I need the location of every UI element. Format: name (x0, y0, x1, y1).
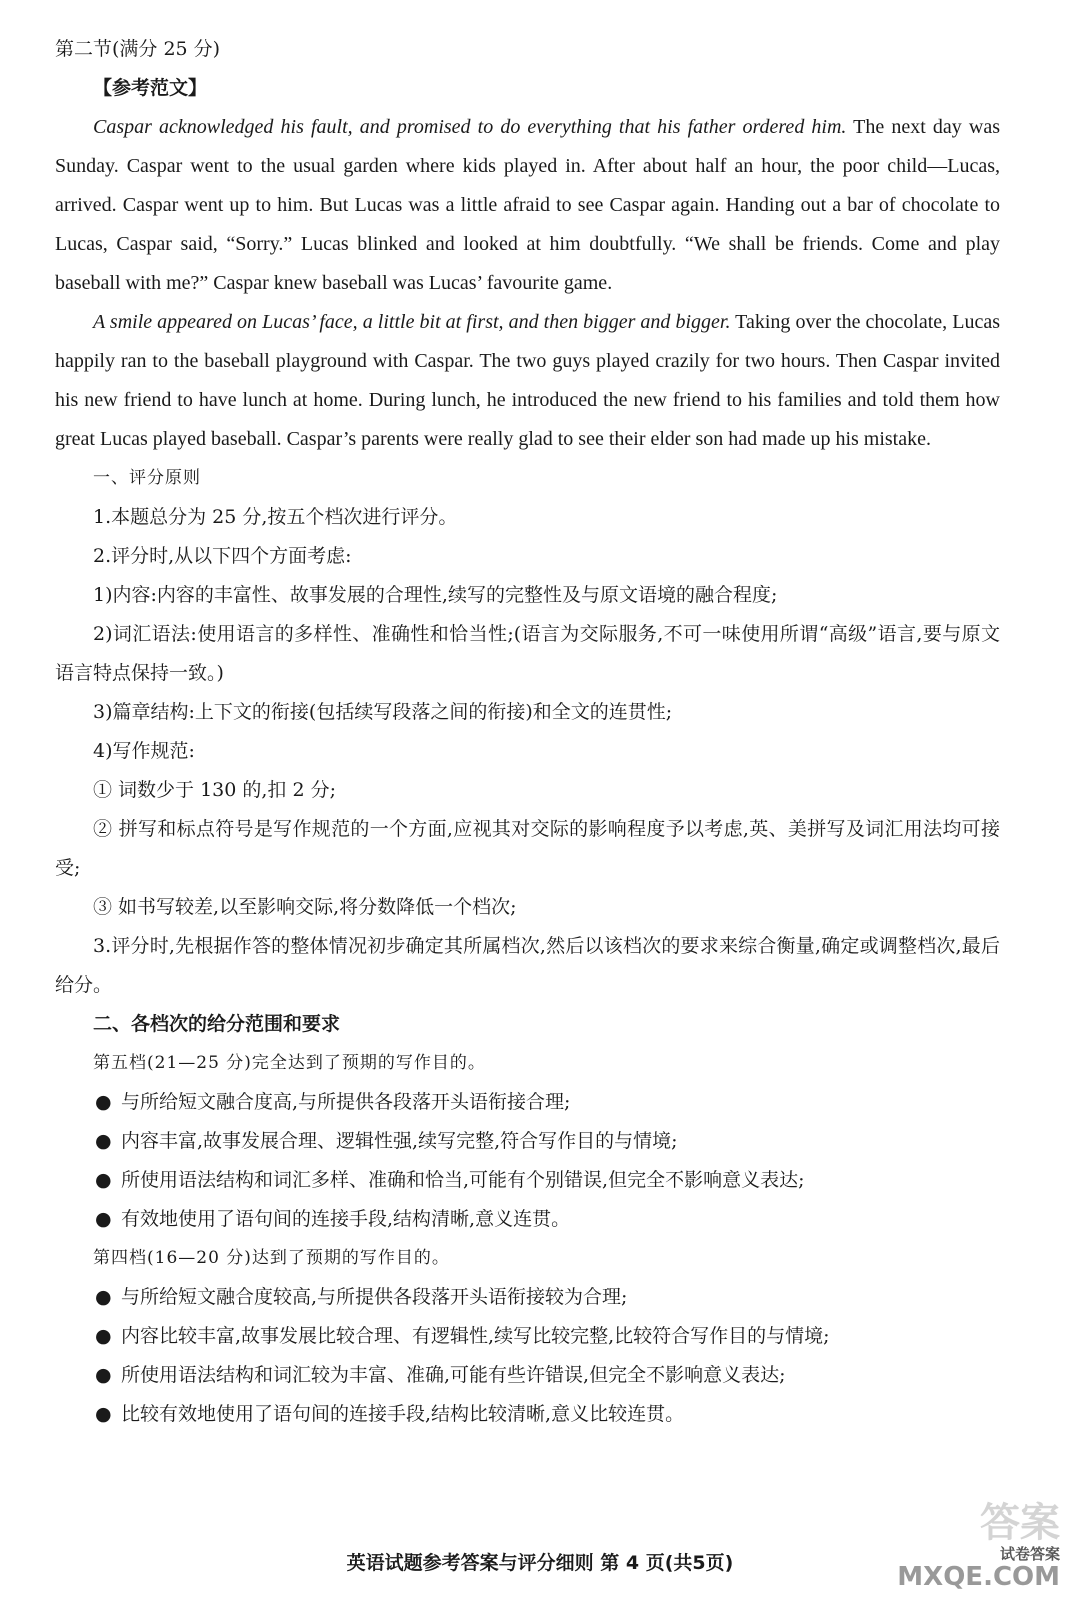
level-4-item: ● 比较有效地使用了语句间的连接手段,结构比较清晰,意义比较连贯。 (55, 1395, 1000, 1434)
principles-title: 一、评分原则 (93, 468, 201, 488)
levels-title: 二、各档次的给分范围和要求 (93, 1013, 341, 1035)
level-4-item: ● 与所给短文融合度较高,与所提供各段落开头语衔接较为合理; (55, 1278, 1000, 1317)
bullet-icon: ● (95, 1403, 112, 1425)
level-4-item: ● 内容比较丰富,故事发展比较合理、有逻辑性,续写比较完整,比较符合写作目的与情境; (55, 1317, 1000, 1356)
level-5-item: ● 所使用语法结构和词汇多样、准确和恰当,可能有个别错误,但完全不影响意义表达; (55, 1161, 1000, 1200)
principle-vocabulary: 2)词汇语法:使用语言的多样性、准确性和恰当性;(语言为交际服务,不可一味使用所谓“高级”语言,要与原文语言特点保持一致。) (55, 623, 1000, 684)
bullet-icon: ● (95, 1286, 112, 1308)
watermark-domain: MXQE.COM (897, 1562, 1060, 1592)
sample-paragraph-1 (55, 108, 1000, 303)
sample-paragraph-2 (55, 303, 1000, 459)
reference-label: 【参考范文】 (93, 77, 208, 99)
level-5-title: 第五档(21—25 分)完全达到了预期的写作目的。 (93, 1053, 486, 1073)
paragraph-1-opening: Caspar acknowledged his fault, and promised to do everything that his father ordered him. (93, 116, 847, 138)
principle-content: 1)内容:内容的丰富性、故事发展的合理性,续写的完整性及与原文语境的融合程度; (93, 584, 778, 606)
principle-1: 1.本题总分为 25 分,按五个档次进行评分。 (93, 506, 458, 528)
watermark-text: 答案 (980, 1500, 1060, 1546)
level-5-item: ● 与所给短文融合度高,与所提供各段落开头语衔接合理; (55, 1083, 1000, 1122)
section-title: 第二节(满分 25 分) (55, 38, 221, 60)
principle-norms: 4)写作规范: (93, 740, 195, 762)
document-page (55, 30, 1000, 1434)
norm-word-count: ① 词数少于 130 的,扣 2 分; (93, 779, 336, 801)
level-5-item: ● 有效地使用了语句间的连接手段,结构清晰,意义连贯。 (55, 1200, 1000, 1239)
bullet-icon: ● (95, 1364, 112, 1386)
bullet-icon: ● (95, 1325, 112, 1347)
principle-3: 3.评分时,先根据作答的整体情况初步确定其所属档次,然后以该档次的要求来综合衡量,确定或调整档次,最后给分。 (55, 935, 1000, 996)
page-footer: 英语试题参考答案与评分细则 第 4 页(共5页) (346, 1552, 734, 1574)
level-4-title: 第四档(16—20 分)达到了预期的写作目的。 (93, 1248, 450, 1268)
paragraph-2-opening: A smile appeared on Lucas’ face, a little bit at first, and then bigger and bigger. (93, 311, 731, 333)
level-5-item: ● 内容丰富,故事发展合理、逻辑性强,续写完整,符合写作目的与情境; (55, 1122, 1000, 1161)
bullet-icon: ● (95, 1130, 112, 1152)
principle-structure: 3)篇章结构:上下文的衔接(包括续写段落之间的衔接)和全文的连贯性; (93, 701, 673, 723)
principle-2: 2.评分时,从以下四个方面考虑: (93, 545, 352, 567)
norm-spelling: ② 拼写和标点符号是写作规范的一个方面,应视其对交际的影响程度予以考虑,英、美拼写及词汇用法均可接受; (55, 818, 1000, 879)
norm-handwriting: ③ 如书写较差,以至影响交际,将分数降低一个档次; (93, 896, 517, 918)
paragraph-2-body: Taking over the chocolate, Lucas happily ran to the baseball playground with Caspar. The two guys played crazily for two hours. Then Caspar invited his new friend to have lunch at home. During lunch, he introduced the new friend to his families and told them how great Lucas played baseball. Caspar’s parents were really glad to see their elder son had made up his mistake. (55, 311, 1000, 450)
bullet-icon: ● (95, 1169, 112, 1191)
level-4-item: ● 所使用语法结构和词汇较为丰富、准确,可能有些许错误,但完全不影响意义表达; (55, 1356, 1000, 1395)
watermark-subtext: 试卷答案 (999, 1545, 1060, 1563)
bullet-icon: ● (95, 1091, 112, 1113)
bullet-icon: ● (95, 1208, 112, 1230)
watermark-logo (885, 1500, 1060, 1600)
paragraph-1-body: The next day was Sunday. Caspar went to the usual garden where kids played in. After about half an hour, the poor child—Lucas, arrived. Caspar went up to him. But Lucas was a little afraid to see Caspar again. Handing out a bar of chocolate to Lucas, Caspar said, “Sorry.” Lucas blinked and looked at him doubtfully. “We shall be friends. Come and play baseball with me?” Caspar knew baseball was Lucas’ favourite game. (55, 116, 1000, 294)
